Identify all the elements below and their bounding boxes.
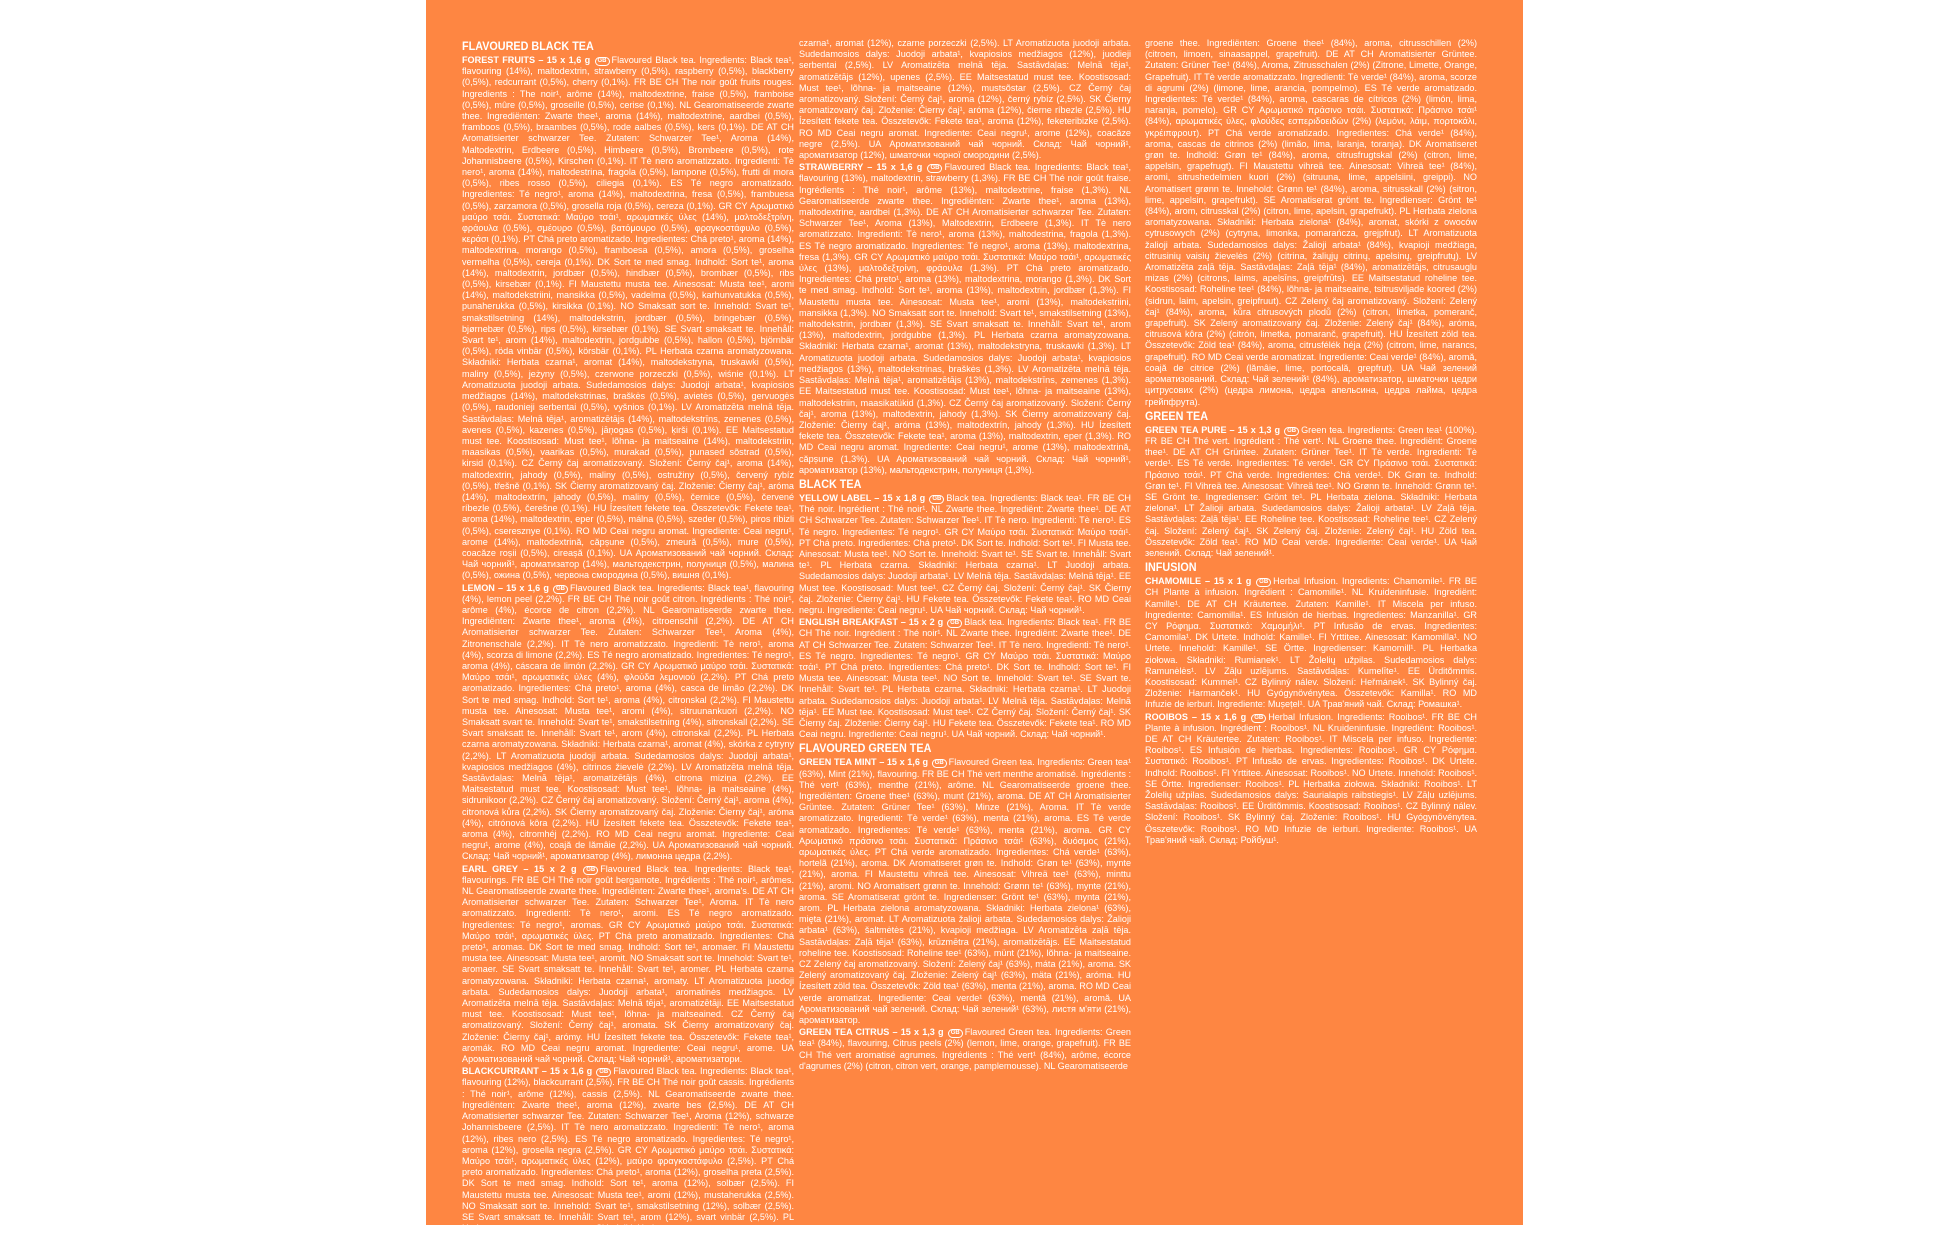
product-entry	[462, 583, 794, 863]
ingredients-text: Herbal Infusion. Ingredients: Rooibos¹. FR BE CH Plante à infusion. Ingrédient : Rooibos¹. NL Kruideninfusie. Ingrediënt: Rooibos¹. DE AT CH Kräutertee. Zutaten: Rooibos¹. IT Miscela per infuso. Ingrediente: Rooibos¹. ES Infusión de hierbas. Ingredientes: Rooibos¹. GR CY Ρόφημα. Συστατικό: Rooibos¹. PT Infusão de ervas. Ingredientes: Rooibos¹. DK Urtete. Indhold: Rooibos¹. FI Yrttitee. Ainesosat: Rooibos¹. NO Urtete. Innehold: Rooibos¹. SE Örtte. Ingredienser: Rooibos¹. PL Herbatka ziołowa. Składniki: Rooibos¹. LT Žolelių užpilas. Sudedamosios dalys: Saurialapis raibstiegis¹. LV Zāļu uzlējums. Sastāvdaļas: Rooibos¹. EE Ürditõmmis. Koostisosad: Rooibos¹. CZ Bylinný nálev. Složení: Rooibos¹. SK Bylinný čaj. Zloženie: Rooibos¹. HU Gyógynövénytea. Összetevők: Rooibos¹. RO MD Infuzie de ierburi. Ingrediente: Rooibos¹. UA Трав'яний чай. Склад: Ройбуш¹.	[1145, 711, 1477, 845]
product-entry	[462, 55, 794, 582]
ingredients-text: Herbal Infusion. Ingredients: Chamomile¹. FR BE CH Plante à infusion. Ingrédient : Camomille¹. NL Kruideninfusie. Ingrediënt: Kamille¹. DE AT CH Kräutertee. Zutaten: Kamille¹. IT Miscela per infuso. Ingrediente: Camomilla¹. ES Infusión de hierbas. Ingredientes: Manzanilla¹. GR CY Ρόφημα. Συστατικό: Χαμομήλι¹. PT Infusão de ervas. Ingredientes: Camomila¹. DK Urtete. Indhold: Kamille¹. FI Yrttitee. Ainesosat: Kamomilla¹. NO Urtete. Innehold: Kamille¹. SE Örtte. Ingredienser: Kamomill¹. PL Herbatka ziołowa. Składniki: Rumianek¹. LT Žolelių užpilas. Sudedamosios dalys: Ramunėlės¹. LV Zāļu uzlējums. Sastāvdaļas: Kumelīte¹. EE Ürditõmmis. Koostisosad: Kummel¹. CZ Bylinný nálev. Složení: Heřmánek¹. SK Bylinný čaj. Zloženie: Harmanček¹. HU Gyógynövénytea. Összetevők: Kamilla¹. RO MD Infuzie de ierburi. Ingrediente: Mușețel¹. UA Трав'яний чай. Склад: Ромашка¹.	[1145, 576, 1477, 710]
country-code-badge: GB	[1251, 714, 1266, 723]
product-entry	[1145, 712, 1477, 846]
product-entry	[462, 864, 794, 1066]
product-name: GREEN TEA MINT – 15 x 1,6 g	[799, 757, 929, 768]
ingredients-text: Flavoured Black tea. Ingredients: Black tea¹, flavouring (14%), maltodextrin, strawberry (0,5%), raspberry (0,5%), blackberry (0,5%), redcurrant (0,5%), cherry (0,1%). FR BE CH The noir goût fruits rouges. Ingredients : The noir¹, arôme (14%), maltodextrine, fraise (0,5%), framboise (0,5%), mûre (0,5%), groseille (0,5%), cerise (0,1%). NL Gearomatiseerde zwarte thee. Ingrediënten: Zwarte thee¹, aroma (14%), maltodextrine, aardbei (0,5%), framboos (0,5%), braambes (0,5%), rode aalbes (0,5%), kers (0,1%). DE AT CH Aromatisierter schwarzer Tee. Zutaten: Schwarzer Tee¹, Aroma (14%), Maltodextrin, Erdbeere (0,5%), Himbeere (0,5%), Brombeere (0,5%), rote Johannisbeere (0,5%), Kirschen (0,1%). IT Tè nero aromatizzato. Ingredienti: Tè nero¹, aroma (14%), maltodestrina, fragola (0,5%), lampone (0,5%), frutti di mora (0,5%), ribes rosso (0,5%), ciliegia (0,1%). ES Té negro aromatizado. Ingredientes: Té negro¹, aroma (14%), maltodextrina, fresa (0,5%), frambuesa (0,5%), zarzamora (0,5%), grosella roja (0,5%), cereza (0,1%). GR CY Αρωματικό μαύρο τσάι. Συστατικά: Μαύρο τσάι¹, αρωματικές ύλες (14%), μαλτοδεξτρίνη, φράουλα (0,5%), σμέουρο (0,5%), βατόμουρο (0,5%), φραγκοστάφυλο (0,5%), κεράσι (0,1%). PT Chá preto aromatizado. Ingredientes: Chá preto¹, aroma (14%), maltodextrina, morango (0,5%), framboesa (0,5%), amora (0,5%), groselha vermelha (0,5%), cereja (0,1%). DK Sort te med smag. Indhold: Sort te¹, aroma (14%), maltodextrin, jordbær (0,5%), hindbær (0,5%), brombær (0,5%), ribs (0,5%), kirsebær (0,1%). FI Maustettu musta tee. Ainesosat: Musta tee¹, aromi (14%), maltodekstriini, mansikka (0,5%), vadelma (0,5%), karhunvatukka (0,5%), punaherukka (0,5%), kirsikka (0,1%). NO Smaksatt sort te. Innehold: Svart te¹, smakstilsetning (14%), maltodekstrin, jordbær (0,5%), bringebær (0,5%), bjørnebær (0,5%), rips (0,5%), kirsebær (0,1%). SE Svart smaksatt te. Innehåll: Svart te¹, arom (14%), maltodextrin, jordgubbe (0,5%), hallon (0,5%), björnbär (0,5%), röda vinbär (0,5%), körsbär (0,1%). PL Herbata czarna aromatyzowana. Składniki: Herbata czarna¹, aromat (14%), maltodekstryna, truskawki (0,5%), maliny (0,5%), jeżyny (0,5%), czerwone porzeczki (0,5%), wiśnie (0,1%). LT Aromatizuota juodoji arbata. Sudedamosios dalys: Juodoji arbata¹, kvapiosios medžiagos (14%), maltodekstrinas, braškės (0,5%), avietės (0,5%), gervuogės (0,5%), raudonieji serbentai (0,5%), vyšnios (0,1%). LV Aromatizēta melnā tēja. Sastāvdaļas: Melnā tēja¹, aromatizētājs (14%), maltodekstrīns, zemenes (0,5%), avenes (0,5%), kazenes (0,5%), jāņogas (0,5%), ķirši (0,1%). EE Maitsestatud must tee. Koostisosad: Must tee¹, lõhna- ja maitseaine (14%), maltodekstriin, maasikas (0,5%), vaarikas (0,5%), murakad (0,5%), punased sõstrad (0,5%), kirsid (0,1%). CZ Černý čaj aromatizovaný. Složení: Černý čaj¹, aroma (14%), maltodextrin, jahody (0,5%), maliny (0,5%), ostružiny (0,5%), červený rybíz (0,5%), třešně (0,1%). SK Čierny aromatizovaný čaj. Zloženie: Čierny čaj¹, aróma (14%), maltodextrín, jahody (0,5%), maliny (0,5%), černice (0,5%), červené ríbezle (0,5%), čerešne (0,1%). HU Ízesített fekete tea. Összetevők: Fekete tea¹, aroma (14%), maltodextrin, eper (0,5%), málna (0,5%), szeder (0,5%), piros ribizli (0,5%), cseresznye (0,1%). RO MD Ceai negru aromat. Ingrediente: Ceai negru¹, arome (14%), maltodextrină, căpșune (0,5%), zmeură (0,5%), mure (0,5%), coacăze roșii (0,5%), cireașă (0,1%). UA Ароматизований чай чорний. Склад: Чай чорний¹, ароматизатор (14%), мальтодекстрин, полуниця (0,5%), малина (0,5%), ожина (0,5%), червона смородина (0,5%), вишня (0,1%).	[462, 55, 794, 581]
country-code-badge: GB	[929, 495, 944, 504]
section-heading: INFUSION	[1145, 560, 1197, 575]
product-entry	[799, 493, 1131, 616]
tea-ingredients-panel	[426, 0, 1523, 1234]
ingredients-text: Flavoured Green tea. Ingredients: Green tea¹ (63%), Mint (21%), flavouring. FR BE CH Thé vert menthe aromatisé. Ingrédients : Thé vert¹ (63%), menthe (21%), arôme. NL Gearomatiseerde groene thee. Ingrediënten: Groene thee¹ (63%), munt (21%), aroma. DE AT CH Aromatisierter Grüntee. Zutaten: Grüner Tee¹ (63%), Minze (21%), Aroma. IT Tè verde aromatizzato. Ingredienti: Tè verde¹ (63%), menta (21%), aroma. ES Té verde aromatizado. Ingredientes: Té verde¹ (63%), menta (21%), aroma. GR CY Αρωματικό πράσινο τσάι. Συστατικά: Πράσινο τσάι¹ (63%), δυόσμος (21%), αρωματικές ύλες. PT Chá verde aromatizado. Ingredientes: Chá verde¹ (63%), hortelã (21%), aroma. DK Aromatiseret grøn te. Indhold: Grøn te¹ (63%), mynte (21%), aroma. FI Maustettu vihreä tee. Ainesosat: Vihreä tee¹ (63%), minttu (21%), aromi. NO Aromatisert grønn te. Innehold: Grønn te¹ (63%), mynte (21%), aroma. SE Aromatiserat grönt te. Ingredienser: Grönt te¹ (63%), mynta (21%), arom. PL Herbata zielona aromatyzowana. Składniki: Herbata zielona¹ (63%), mięta (21%), aromat. LT Aromatizuota žalioji arbata. Sudedamosios dalys: Žalioji arbata¹ (63%), šaltmėtės (21%), kvapioji medžiaga. LV Aromatizēta zaļā tēja. Sastāvdaļas: Zaļā tēja¹ (63%), krūzmētra (21%), aromatizētājs. EE Maitsestatud roheline tee. Koostisosad: Roheline tee¹ (63%), münt (21%), lõhna- ja maitseaine. CZ Zelený čaj aromatizovaný. Složení: Zelený čaj¹ (63%), máta (21%), aroma. SK Zelený aromatizovaný čaj. Zloženie: Zelený čaj¹ (63%), mäta (21%), aróma. HU Ízesített zöld tea. Összetevők: Zöld tea¹ (63%), menta (21%), aroma. RO MD Ceai verde aromatizat. Ingrediente: Ceai verde¹ (63%), mentă (21%), aromă. UA Ароматизований чай зелений. Склад: Чай зелений¹ (63%), листя м'яти (21%), ароматизатор.	[799, 757, 1132, 1026]
country-code-badge: GB	[596, 1068, 611, 1077]
section-heading: FLAVOURED GREEN TEA	[799, 741, 932, 756]
product-name: CHAMOMILE – 15 x 1 g	[1145, 576, 1252, 587]
ingredients-text: Flavoured Black tea. Ingredients: Black tea¹, flavouring (12%), blackcurrant (2,5%). FR BE CH Thé noir goût cassis. Ingrédients : Thé noir¹, arôme (12%), cassis (2,5%). NL Gearomatiseerde zwarte thee. Ingrediënten: Zwarte thee¹, aroma (12%), zwarte bes (2,5%). DE AT CH Aromatisierter schwarzer Tee. Zutaten: Schwarzer Tee¹, Aroma (12%), schwarze Johannisbeere (2,5%). IT Tè nero aromatizzato. Ingredienti: Tè nero¹, aroma (12%), ribes nero (2,5%). ES Té negro aromatizado. Ingredientes: Té negro¹, aroma (12%), grosella negra (2,5%). GR CY Αρωματικό μαύρο τσάι. Συστατικά: Μαύρο τσάι¹, αρωματικές ύλες (12%), μαύρο φραγκοστάφυλο (2,5%). PT Chá preto aromatizado. Ingredientes: Chá preto¹, aroma (12%), groselha preta (2,5%). DK Sort te med smag. Indhold: Sort te¹, aroma (12%), solbær (2,5%). FI Maustettu musta tee. Ainesosat: Musta tee¹, aromi (12%), mustaherukka (2,5%). NO Smaksatt sort te. Innehold: Svart te¹, smakstilsetning (12%), solbær (2,5%). SE Svart smaksatt te. Innehåll: Svart te¹, arom (12%), svart vinbär (2,5%). PL Herbata czarna aromatyzowana. Składniki: Herbata	[462, 1066, 794, 1234]
ingredients-text: Black tea. Ingredients: Black tea¹. FR BE CH Thé noir. Ingrédient : Thé noir¹. NL Zwarte thee. Ingrediënt: Zwarte thee¹. DE AT CH Schwarzer Tee. Zutaten: Schwarzer Tee¹. IT Tè nero. Ingredienti: Tè nero¹. ES Té negro. Ingredientes: Té negro¹. GR CY Μαύρο τσάι. Συστατικά: Μαύρο τσάι¹. PT Chá preto. Ingredientes: Chá preto¹. DK Sort te. Indhold: Sort te¹. FI Musta tee. Ainesosat: Musta tee¹. NO Sort te. Innehold: Svart te¹. SE Svart te. Innehåll: Svart te¹. PL Herbata czarna. Składniki: Herbata czarna¹. LT Juodoji arbata. Sudedamosios dalys: Juodoji arbata¹. LV Melnā tēja. Sastāvdaļas: Melnā tēja¹. EE Must tee. Koostisosad: Must tee¹. CZ Černý čaj. Složení: Černý čaj¹. SK Čierny čaj. Zloženie: Čierny čaj¹. HU Fekete tea. Összetevők: Fekete tea¹. RO MD Ceai negru. Ingrediente: Ceai negru¹. UA Чай чорний. Склад: Чай чорний¹.	[799, 617, 1131, 740]
product-name: ENGLISH BREAKFAST – 15 x 2 g	[799, 617, 944, 628]
ingredients-text: Flavoured Black tea. Ingredients: Black tea¹, flavouring (4%), lemon peel (2,2%). FR BE CH Thé noir goût citron. Ingrédients : Thé noir¹, arôme (4%), écorce de citron (2,2%). NL Gearomatiseerde zwarte thee. Ingrediënten: Zwarte thee¹, aroma (4%), citroenschil (2,2%). DE AT CH Aromatisierter schwarzer Tee. Zutaten: Schwarzer Tee¹, Aroma (4%), Zitronenschale (2,2%). IT Tè nero aromatizzato. Ingredienti: Tè nero¹, aroma (4%), scorza di limone (2,2%). ES Té negro aromatizado. Ingredientes: Té negro¹, aroma (4%), cáscara de limón (2,2%). GR CY Αρωματικό μαύρο τσάι. Συστατικά: Μαύρο τσάι¹, αρωματικές ύλες (4%), φλούδα λεμονιού (2,2%). PT Chá preto aromatizado. Ingredientes: Chá preto¹, aroma (4%), casca de limão (2,2%). DK Sort te med smag. Indhold: Sort te¹, aroma (4%), citronskal (2,2%). FI Maustettu musta tee. Ainesosat: Musta tee¹, aromi (4%), sitruunankuori (2,2%). NO Smaksatt svart te. Innehold: Svart te¹, smakstilsetning (4%), sitronskall (2,2%). SE Svart smaksatt te. Innehåll: Svart te¹, arom (4%), citronskal (2,2%). PL Herbata czarna aromatyzowana. Składniki: Herbata czarna¹, aromat (4%), skórka z cytryny (2,2%). LT Aromatizuota juodoji arbata. Sudedamosios dalys: Juodoji arbata¹, kvapiosios medžiagos (4%), citrinos žievelė (2,2%). LV Aromatizēta melnā tēja. Sastāvdaļas: Melnā tēja¹, aromatizētājs (4%), citrona miziņa (2,2%). EE Maitsestatud must tee. Koostisosad: Must tee¹, lõhna- ja maitseaine (4%), sidrunikoor (2,2%). CZ Černý čaj aromatizovaný. Složení: Černý čaj¹, aroma (4%), citronová kůra (2,2%). SK Čierny aromatizovaný čaj. Zloženie: Čierny čaj¹, aróma (4%), citrónová kôra (2,2%). HU Ízesített fekete tea. Összetevők: Fekete tea¹, aroma (4%), citromhéj (2,2%). RO MD Ceai negru aromat. Ingrediente: Ceai negru¹, arome (4%), coajă de lămâie (2,2%). UA Ароматизований чай чорний. Склад: Чай чорний¹, ароматизатор (4%), лимонна цедра (2,2%).	[462, 582, 794, 862]
column-3	[1145, 38, 1477, 847]
ingredients-text: Green tea. Ingredients: Green tea¹ (100%). FR BE CH Thé vert. Ingrédient : Thé vert¹. NL Groene thee. Ingrediënt: Groene thee¹. DE AT CH Grüntee. Zutaten: Grüner Tee¹. IT Tè verde. Ingredienti: Tè verde¹. ES Té verde. Ingredientes: Té verde¹. GR CY Πράσινο τσάι. Συστατικά: Πράσινο τσάι¹. PT Chá verde. Ingredientes: Chá verde¹. DK Grøn te. Indhold: Grøn te¹. FI Vihreä tee. Ainesosat: Vihreä tee¹. NO Grønn te. Innehold: Grønn te¹. SE Grönt te. Ingredienser: Grönt te¹. PL Herbata zielona. Składniki: Herbata zielona¹. LT Žalioji arbata. Sudedamosios dalys: Žalioji arbata¹. LV Zaļā tēja. Sastāvdaļas: Zaļā tēja¹. EE Roheline tee. Koostisosad: Roheline tee¹. CZ Zelený čaj. Složení: Zelený čaj¹. SK Zelený čaj. Zloženie: Zelený čaj¹. HU Zöld tea. Összetevők: Zöld tea¹. RO MD Ceai verde. Ingrediente: Ceai verde¹. UA Чай зелений. Склад: Чай зелений¹.	[1145, 424, 1477, 558]
ingredients-text: Flavoured Green tea. Ingredients: Green tea¹ (84%), flavouring, Citrus peels (2%) (lemon, lime, orange, grapefruit). FR BE CH Thé vert aromatisé agrumes. Ingrédients : Thé vert¹ (84%), arôme, écorce d'agrumes (2%) (citron, citron vert, orange, pamplemousse). NL Gearomatiseerde	[799, 1027, 1131, 1071]
country-code-badge: GB	[927, 164, 942, 173]
product-name: FOREST FRUITS – 15 x 1,6 g	[462, 55, 591, 65]
product-name: EARL GREY – 15 x 2 g	[462, 863, 577, 874]
product-entry	[799, 162, 1131, 476]
country-code-badge: GB	[947, 619, 962, 628]
product-name: YELLOW LABEL – 15 x 1,8 g	[799, 492, 926, 503]
continued-text: czarna¹, aromat (12%), czarne porzeczki (2,5%). LT Aromatizuota juodoji arbata. Sudedamosios dalys: Juodoji arbata¹, kvapiosios medžiagos (12%), juodieji serbentai (2,5%). LV Aromatizēta melnā tēja. Sastāvdaļas: Melnā tēja¹, aromatizētājs (12%), upenes (2,5%). EE Maitsestatud must tee. Koostisosad: Must tee¹, lõhna- ja maitseaine (12%), mustsõstar (2,5%). CZ Černý čaj aromatizovaný. Složení: Černý čaj¹, aroma (12%), černý rybíz (2,5%). SK Čierny aromatizovaný čaj. Zloženie: Čierny čaj¹, aróma (12%), čierne ríbezle (2,5%). HU Ízesített fekete tea. Összetevők: Fekete tea¹, aroma (12%), feketeribizke (2,5%). RO MD Ceai negru aromat. Ingrediente: Ceai negru¹, arome (12%), coacăze negre (2,5%). UA Ароматизований чай чорний. Склад: Чай чорний¹, ароматизатор (12%), шматочки чорної смородини (2,5%).	[799, 38, 1131, 161]
product-name: GREEN TEA CITRUS – 15 x 1,3 g	[799, 1027, 944, 1038]
country-code-badge: GB	[932, 759, 947, 768]
product-name: ROOIBOS – 15 x 1,6 g	[1145, 711, 1247, 722]
ingredients-text: Black tea. Ingredients: Black tea¹. FR BE CH Thé noir. Ingrédient : Thé noir¹. NL Zwarte thee. Ingrediënt: Zwarte thee¹. DE AT CH Schwarzer Tee. Zutaten: Schwarzer Tee¹. IT Tè nero. Ingredienti: Tè nero¹. ES Té negro. Ingredientes: Té negro¹. GR CY Μαύρο τσάι. Συστατικά: Μαύρο τσάι¹. PT Chá preto. Ingredientes: Chá preto¹. DK Sort te. Indhold: Sort te¹. FI Musta tee. Ainesosat: Musta tee¹. NO Sort te. Innehold: Svart te¹. SE Svart te. Innehåll: Svart te¹. PL Herbata czarna. Składniki: Herbata czarna¹. LT Juodoji arbata. Sudedamosios dalys: Juodoji arbata¹. LV Melnā tēja. Sastāvdaļas: Melnā tēja¹. EE Must tee. Koostisosad: Must tee¹. CZ Černý čaj. Složení: Černý čaj¹. SK Čierny čaj. Zloženie: Čierny čaj¹. HU Fekete tea. Összetevők: Fekete tea¹. RO MD Ceai negru. Ingrediente: Ceai negru¹. UA Чай чорний. Склад: Чай чорний¹.	[799, 492, 1132, 615]
country-code-badge: GB	[583, 866, 598, 875]
product-name: STRAWBERRY – 15 x 1,6 g	[799, 162, 923, 173]
country-code-badge: GB	[595, 57, 610, 66]
product-entry	[1145, 425, 1477, 559]
section-heading: BLACK TEA	[799, 476, 862, 491]
ingredients-text: Flavoured Black tea. Ingredients: Black tea¹, flavourings. FR BE CH Thé noir goût bergamote. Ingrédients : Thé noir¹, arômes. NL Gearomatiseerde zwarte thee. Ingrediënten: Zwarte thee¹, aroma's. DE AT CH Aromatisierter schwarzer Tee. Zutaten: Schwarzer Tee¹, Aroma. IT Tè nero aromatizzato. Ingredienti: Tè nero¹, aromi. ES Té negro aromatizado. Ingredientes: Té negro¹, aromas. GR CY Αρωματικό μαύρο τσάι. Συστατικά: Μαύρο τσάι¹, αρωματικές ύλες. PT Chá preto aromatizado. Ingredientes: Chá preto¹, aromas. DK Sort te med smag. Indhold: Sort te¹, aromaer. FI Maustettu musta tee. Ainesosat: Musta tee¹, aromit. NO Smaksatt sort te. Innehold: Svart te¹, aromaer. SE Svart smaksatt te. Innehåll: Svart te¹, aromer. PL Herbata czarna aromatyzowana. Składniki: Herbata czarna¹, aromaty. LT Aromatizuota juodoji arbata. Sudedamosios dalys: Juodoji arbata¹, aromatinės medžiagos. LV Aromatizēta melnā tēja. Sastāvdaļas: Melnā tēja¹, aromatizētāji. EE Maitsestatud must tee. Koostisosad: Must tee¹, lõhna- ja maitseained. CZ Černý čaj aromatizovaný. Složení: Černý čaj¹, aromata. SK Čierny aromatizovaný čaj. Zloženie: Čierny čaj¹, arómy. HU Ízesített fekete tea. Összetevők: Fekete tea¹, aromák. RO MD Ceai negru aromat. Ingrediente: Ceai negru¹, arome. UA Ароматизований чай чорний. Склад: Чай чорний¹, ароматизатори.	[462, 863, 795, 1065]
product-entry	[1145, 576, 1477, 710]
section-heading: FLAVOURED BLACK TEA	[462, 39, 594, 53]
column-2	[799, 38, 1131, 1073]
product-name: BLACKCURRANT – 15 x 1,6 g	[462, 1066, 593, 1077]
country-code-badge: GB	[1284, 427, 1299, 436]
country-code-badge: GB	[948, 1029, 963, 1038]
product-entry	[799, 757, 1131, 1026]
section-heading: GREEN TEA	[1145, 408, 1209, 423]
product-entry	[462, 1066, 794, 1234]
country-code-badge: GB	[553, 585, 568, 594]
product-name: GREEN TEA PURE – 15 x 1,3 g	[1145, 424, 1281, 435]
ingredients-text: Flavoured Black tea. Ingredients: Black tea¹, flavouring (13%), maltodextrin, strawberry (1,3%). FR BE CH Thé noir goût fraise. Ingrédients : Thé noir¹, arôme (13%), maltodextrine, fraise (1,3%). NL Gearomatiseerde zwarte thee. Ingrediënten: Zwarte thee¹, aroma (13%), maltodextrine, aardbei (1,3%). DE AT CH Aromatisierter schwarzer Tee. Zutaten: Schwarzer Tee¹, Aroma (13%), Maltodextrin, Erdbeere (1,3%). IT Tè nero aromatizzato. Ingredienti: Tè nero¹, aroma (13%), maltodestrina, fragola (1,3%). ES Té negro aromatizado. Ingredientes: Té negro¹, aroma (13%), maltodextrina, fresa (1,3%). GR CY Αρωματικό μαύρο τσάι. Συστατικά: Μαύρο τσάι¹, αρωματικές ύλες (13%), μαλτοδεξτρίνη, φράουλα (1,3%). PT Chá preto aromatizado. Ingredientes: Chá preto¹, aroma (13%), maltodextrina, morango (1,3%). DK Sort te med smag. Indhold: Sort te¹, aroma (13%), maltodextrin, jordbær (1,3%). FI Maustettu musta tee. Ainesosat: Musta tee¹, aromi (13%), maltodekstriini, mansikka (1,3%). NO Smaksatt sort te. Innehold: Svart te¹, smakstilsetning (13%), maltodekstrin, jordbær (1,3%). SE Svart smaksatt te. Innehåll: Svart te¹, arom (13%), maltodextrin, jordgubbe (1,3%). PL Herbata czarna aromatyzowana. Składniki: Herbata czarna¹, aromat (13%), maltodekstryna, truskawki (1,3%). LT Aromatizuota juodoji arbata. Sudedamosios dalys: Juodoji arbata¹, kvapiosios medžiagos (13%), maltodekstrinas, braškės (1,3%). LV Aromatizēta melnā tēja. Sastāvdaļas: Melnā tēja¹, aromatizētājs (13%), maltodekstrīns, zemenes (1,3%). EE Maitsestatud must tee. Koostisosad: Must tee¹, lõhna- ja maitseaine (13%), maltodekstriin, maasikatükid (1,3%). CZ Černý čaj aromatizovaný. Složení: Černý čaj¹, aroma (13%), maltodextrin, jahody (1,3%). SK Čierny aromatizovaný čaj. Zloženie: Čierny čaj¹, aróma (13%), maltodextrín, jahody (1,3%). HU Ízesített fekete tea. Összetevők: Fekete tea¹, aroma (13%), maltodextrin, eper (1,3%). RO MD Ceai negru aromat. Ingrediente: Ceai negru¹, arome (13%), maltodextrină, căpșune (1,3%). UA Ароматизований чай чорний. Склад: Чай чорний¹, ароматизатор (13%), мальтодекстрин, полуниця (1,3%).	[799, 162, 1132, 475]
product-entry	[799, 617, 1131, 740]
product-entry	[799, 1027, 1131, 1072]
continued-text: groene thee. Ingrediënten: Groene thee¹ (84%), aroma, citrusschillen (2%) (citroen, limoen, sinaasappel, grapefruit). DE AT CH Aromatisierter Grüntee. Zutaten: Grüner Tee¹ (84%), Aroma, Zitrusschalen (2%) (Zitrone, Limette, Orange, Grapefruit). IT Tè verde aromatizzato. Ingredienti: Tè verde¹ (84%), aroma, scorze di agrumi (2%) (limone, lime, arancia, pompelmo). ES Té verde aromatizado. Ingredientes: Té verde¹ (84%), aroma, cascaras de cítricos (2%) (limón, lima, naranja, pomelo). GR CY Αρωματικό πράσινο τσάι. Συστατικά: Πράσινο τσάι¹ (84%), αρωματικές ύλες, φλούδες εσπεριδοειδών (2%) (λεμόνι, λάιμ, πορτοκάλι, γκρέιπφρουτ). PT Chá verde aromatizado. Ingredientes: Chá verde¹ (84%), aroma, cascas de citrinos (2%) (limão, lima, laranja, toranja). DK Aromatiseret grøn te. Indhold: Grøn te¹ (84%), aroma, citrusfrugtskal (2%) (citron, lime, appelsin, grapefrugt). FI Maustettu vihreä tee. Ainesosat: Vihreä tee¹ (84%), aromi, sitrushedelmien kuori (2%) (sitruuna, lime, appelsiini, greippi). NO Aromatisert grønn te. Innehold: Grønn te¹ (84%), aroma, sitrusskall (2%) (sitron, lime, appelsin, grapefrukt). SE Aromatiserat grönt te. Ingredienser: Grönt te¹ (84%), arom, citrusskal (2%) (citron, lime, apelsin, grapefrukt). PL Herbata zielona aromatyzowana. Składniki: Herbata zielona¹ (84%), aromat, skórki z owoców cytrusowych (2%) (cytryna, limonka, pomarańcza, grejpfrut). LT Aromatizuota žalioji arbata. Sudedamosios dalys: Žalioji arbata¹ (84%), kvapioji medžiaga, citrusinių vaisių žievelės (2%) (citrina, žaliųjų citrinų, apelsinų, greipfrutų). LV Aromatizēta zaļā tēja. Sastāvdaļas: Zaļā tēja¹ (84%), aromatizētājs, citrusaugļu mizas (2%) (citrons, laims, apelsīns, greipfrūts). EE Maitsestatud roheline tee. Koostisosad: Roheline tee¹ (84%), lõhna- ja maitseaine, tsitrusviljade koored (2%) (sidrun, laim, apelsin, greipfruut). CZ Zelený čaj aromatizovaný. Složení: Zelený čaj¹ (84%), aroma, kůra citrusových plodů (2%) (citron, limetka, pomeranč, grapefruit). SK Zelený aromatizovaný čaj. Zloženie: Zelený čaj¹ (84%), aróma, citrusová kôra (2%) (citrón, limetka, pomaranč, grapefruit). HU Ízesített zöld tea. Összetevők: Zöld tea¹ (84%), aroma, citrusfélék héja (2%) (citrom, lime, narancs, grapefruit). RO MD Ceai verde aromatizat. Ingrediente: Ceai verde¹ (84%), aromă, coajă de citrice (2%) (lămâie, lime, portocală, grepfrut). UA Чай зелений ароматизований. Склад: Чай зелений¹ (84%), ароматизатор, шматочки цедри цитрусових (2%) (цедра лимона, цедра апельсина, цедра лайма, цедра грейпфрута).	[1145, 38, 1477, 407]
product-name: LEMON – 15 x 1,6 g	[462, 582, 549, 593]
column-1	[462, 38, 794, 1235]
country-code-badge: GB	[1256, 578, 1271, 587]
